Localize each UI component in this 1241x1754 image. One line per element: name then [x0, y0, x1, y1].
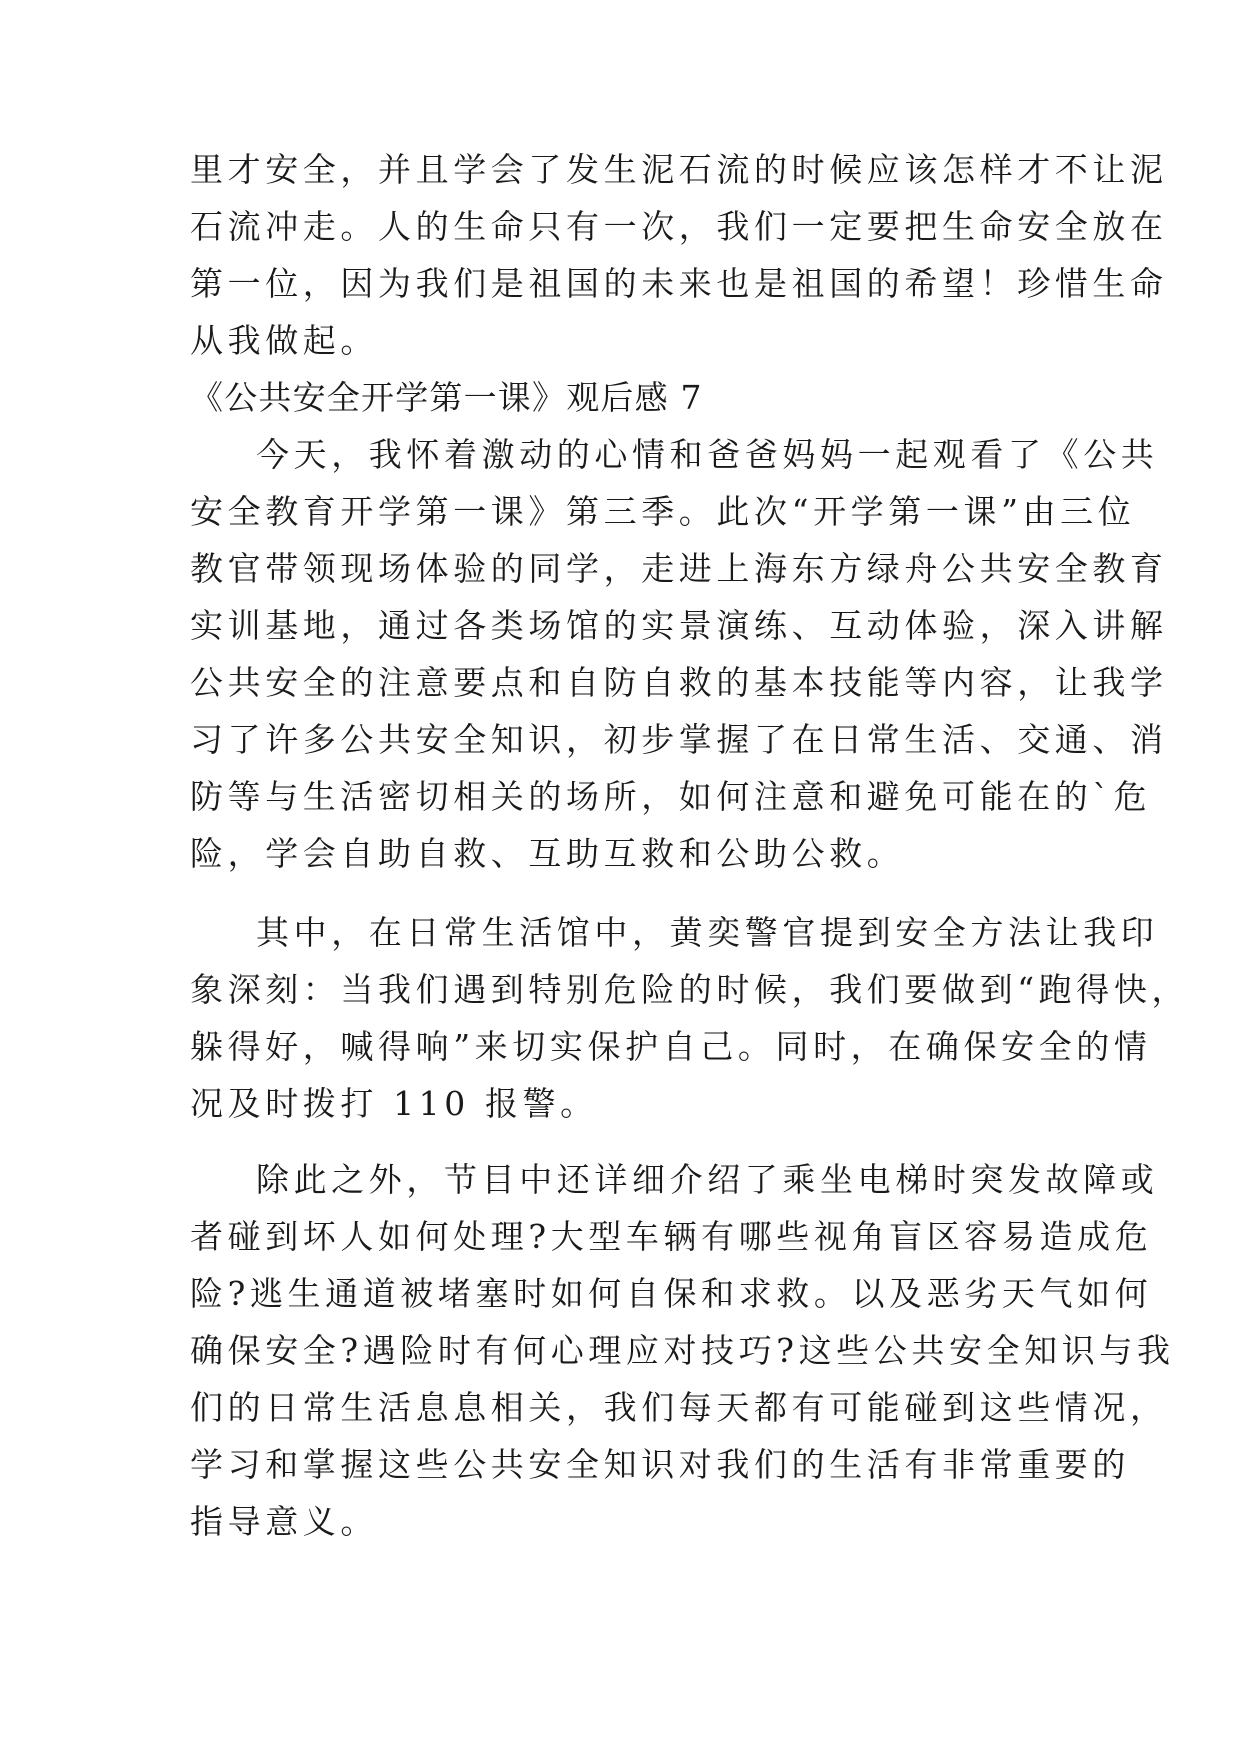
paragraph-1-line-6: 习了许多公共安全知识，初步掌握了在日常生活、交通、消	[190, 720, 1168, 759]
paragraph-2-line-1: 其中，在日常生活馆中，黄奕警官提到安全方法让我印	[256, 913, 1159, 952]
paragraph-3-line-3: 险?逃生通道被堵塞时如何自保和求救。以及恶劣天气如何	[190, 1274, 1153, 1313]
paragraph-1-line-4: 实训基地，通过各类场馆的实景演练、互动体验，深入讲解	[190, 606, 1168, 645]
paragraph-1-line-3: 教官带领现场体验的同学，走进上海东方绿舟公共安全教育	[190, 549, 1168, 588]
paragraph-3-line-7: 指导意义。	[190, 1502, 378, 1541]
intro-line-3: 第一位，因为我们是祖国的未来也是祖国的希望！珍惜生命	[190, 264, 1168, 303]
paragraph-3-line-1: 除此之外，节目中还详细介绍了乘坐电梯时突发故障或	[256, 1160, 1159, 1199]
paragraph-1-line-7: 防等与生活密切相关的场所，如何注意和避免可能在的`危	[190, 777, 1152, 816]
paragraph-1-line-5: 公共安全的注意要点和自防自救的基本技能等内容，让我学	[190, 663, 1168, 702]
paragraph-3-line-6: 学习和掌握这些公共安全知识对我们的生活有非常重要的	[190, 1445, 1130, 1484]
intro-line-4: 从我做起。	[190, 321, 378, 360]
section-heading: 《公共安全开学第一课》观后感 7	[190, 378, 703, 417]
paragraph-2-line-2: 象深刻：当我们遇到特别危险的时候，我们要做到“跑得快，	[190, 970, 1190, 1009]
paragraph-3-line-5: 们的日常生活息息相关，我们每天都有可能碰到这些情况，	[190, 1388, 1168, 1427]
paragraph-1-line-8: 险，学会自助自救、互助互救和公助公救。	[190, 834, 905, 873]
paragraph-3-line-4: 确保安全?遇险时有何心理应对技巧?这些公共安全知识与我	[190, 1331, 1175, 1370]
intro-line-2: 石流冲走。人的生命只有一次，我们一定要把生命安全放在	[190, 207, 1168, 246]
paragraph-2-line-4: 况及时拨打 110 报警。	[190, 1084, 598, 1123]
paragraph-2-line-3: 躲得好，喊得响”来切实保护自己。同时，在确保安全的情	[190, 1027, 1152, 1066]
paragraph-1-line-2: 安全教育开学第一课》第三季。此次“开学第一课”由三位	[190, 492, 1136, 531]
paragraph-3-line-2: 者碰到坏人如何处理?大型车辆有哪些视角盲区容易造成危	[190, 1217, 1153, 1256]
intro-line-1: 里才安全，并且学会了发生泥石流的时候应该怎样才不让泥	[190, 150, 1168, 189]
paragraph-1-line-1: 今天，我怀着激动的心情和爸爸妈妈一起观看了《公共	[256, 435, 1159, 474]
